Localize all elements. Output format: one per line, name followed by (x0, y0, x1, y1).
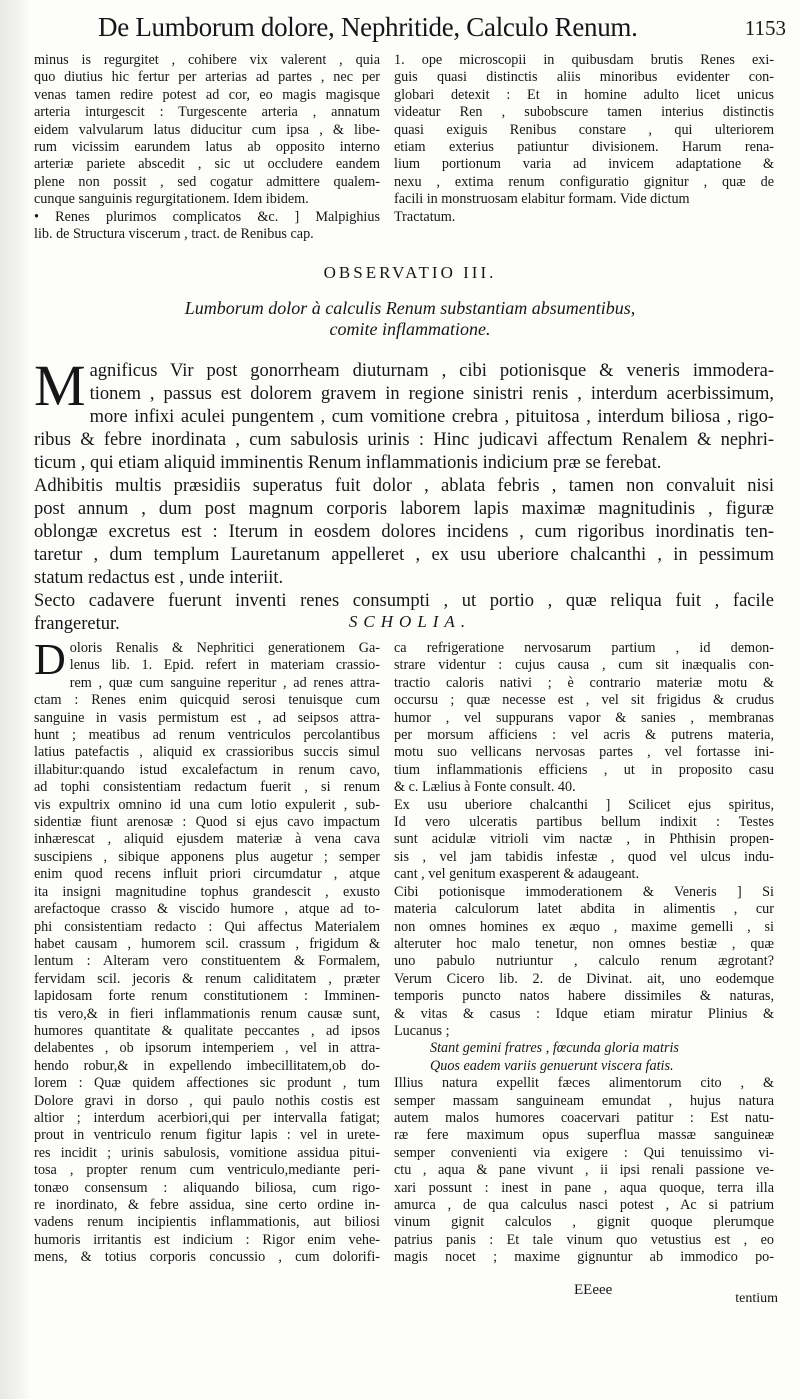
text-line: quo diutius hic fertur per arterias ad partes , nec per (34, 69, 380, 86)
text-line: rem , quæ cum sanguine reperitur , ad renes attra- (69, 674, 380, 691)
text-line: phi consistentiam redacto : Qui affectus Materialem (34, 918, 380, 935)
text-line: humor , vel suppurans vapor & sanies , membranas (394, 709, 774, 726)
text-line: tis vero,& in fieri inflammationis renum causæ sunt, (34, 1005, 380, 1022)
text-line: statum redactus est , unde interiit. (34, 568, 284, 588)
text-line: oblongæ excretus est : Iterum in eosdem dolores incidens , cum rigoribus inordinatis ten- (34, 522, 774, 542)
text-line: humores quantitate & qualitate peccantes , ad ipsos (34, 1022, 380, 1039)
scholia-drop-cap: D (34, 635, 66, 684)
text-line: • Renes plurimos complicatos &c. ] Malpighius (34, 208, 380, 225)
text-line: venas tamen redire potest ad cor, eo magis magisque (34, 86, 380, 103)
text-line: more infixi aculei pungentem , cum vomitione crebra , pituitosa , interdum biliosa , rigo- (89, 407, 774, 427)
text-line: ribus & febre inordinata , cum sabulosis urinis : Hinc judicavi affectum Renalem & nephri- (34, 430, 774, 450)
text-line: ca refrigeratione nervosarum partium , id demon- (394, 640, 774, 656)
text-line: delabentes , ob ipsorum intemperiem , vel in attra- (34, 1040, 380, 1057)
text-line: Tractatum. (394, 208, 456, 225)
text-line: lapidosam forte renum constitutionem : Imminen- (34, 988, 380, 1005)
text-line: hendo robur,& in expellendo imbecillitatem,ob do- (34, 1057, 380, 1074)
text-line: suscipiens , sibique apponens plus augetur ; semper (34, 848, 380, 865)
scholia-heading: SCHOLIA. (348, 612, 472, 631)
text-line: videatur Ren , subobscure tamen interius distinctis (394, 104, 774, 121)
text-line: prout in ventriculo renum figitur lapis : vel in urete- (34, 1127, 380, 1144)
text-line: tonæo consensum : aliquando biliosa, cum rigo- (34, 1179, 380, 1196)
text-line: re inordinato, & febre assidua, sine certo ordine in- (34, 1197, 380, 1213)
text-line: ticum , qui etiam aliquid imminentis Renum inflammationis indicium præ se ferebat. (34, 453, 662, 473)
text-line: ræ fere maximum opus superflua massæ sanguineæ (394, 1127, 774, 1144)
text-line: Cibi potionisque immoderationem & Veneris ] Si (394, 883, 774, 900)
text-line: Adhibitis multis præsidiis superatus fuit dolor , ablata febris , tamen non convaluit nisi (34, 476, 774, 496)
text-line: etiam exterius patiuntur divisionem. Harum rena- (394, 139, 774, 156)
text-line: lentum : Alteram vero constituentem & Formalem, (34, 953, 380, 970)
text-line: hunt ; meatibus ad renum ventriculos percolantibus (34, 727, 380, 744)
text-line: habet causam , humorem scil. crassum , frigidum & (34, 935, 380, 952)
text-line: sanguine in vasis permistum est , ad seipsos attra- (34, 709, 380, 726)
text-line: uno pabulo nutriuntur , calculo renum ægrotant? (394, 953, 774, 970)
observation-heading: OBSERVATIO III. (323, 263, 497, 282)
text-line: altior ; interdum acerbiori,qui per intervalla fatigat; (34, 1109, 380, 1126)
text-line: ctam : Renes enim quicquid serosi tenuisque cum (34, 692, 380, 709)
text-line: arteria inturgescit : Turgescente arteria , annatum (34, 104, 380, 121)
text-line: Secto cadavere fuerunt inventi renes consumpti , ut portio , quæ reliqua fuit , facile (34, 591, 774, 611)
top-left-column (34, 52, 380, 243)
poem-line: Stant gemini fratres , fœcunda gloria matris (430, 1040, 679, 1057)
text-line: lium portionum varia ad invicem adaptatione & (394, 156, 774, 173)
text-line: tium inflammationis efficiens , ut in proposito casu (394, 761, 774, 778)
text-line: agnificus Vir post gonorrheam diuturnam , cibi potionisque & veneris immodera- (89, 361, 774, 381)
text-line: per morsum afficiens : vel acris & putrens materia, (394, 727, 774, 744)
text-line: motu suo vellicans nervosas partes , vel fortasse ini- (394, 744, 774, 761)
text-line: Lucanus ; (394, 1022, 450, 1039)
book-page (34, 0, 786, 1399)
observation-subtitle-line: comite inflammatione. (329, 319, 491, 339)
text-line: tractio caloris nativi ; è contrario materiæ motu & (394, 674, 774, 691)
page-title: De Lumborum dolore, Nephritide, Calculo Renum. (98, 12, 638, 42)
text-line: sunt acidulæ vitrioli vim nactæ , in Phthisin propen- (394, 831, 774, 848)
text-line: latius patefactis , aliquid ex crassioribus succis simul (34, 744, 380, 761)
text-line: autem malos humores coacervari patitur : Est natu- (394, 1109, 774, 1126)
text-line: vadens renum incipientis inflammationis, aut biliosi (34, 1214, 380, 1231)
text-line: ita insigni magnitudine tophus grandescit , exusto (34, 883, 380, 900)
text-line: globari detexit : Et in homine adulto licet unicus (394, 86, 774, 103)
text-line: sidentiæ fiunt arenosæ : Quod si ejus cavo impactum (34, 814, 380, 831)
text-line: ad tophi consistentiam redactum fuerit , si renum (34, 779, 380, 796)
text-line: semper massam sanguineam emundat , hujus natura (394, 1092, 774, 1109)
text-line: temporis puncto natos habere dissimiles & naturas, (394, 988, 774, 1005)
text-line: cunque sanguinis regurgitationem. Idem ibidem. (34, 191, 309, 208)
text-line: semper convenienti via exigere : Qui tenuissimo vi- (394, 1144, 774, 1161)
drop-cap: M (34, 353, 86, 418)
text-line: minus is regurgitet , cohibere vix valerent , quia (34, 52, 380, 68)
text-line: & c. Lælius à Fonte consult. 40. (394, 779, 576, 796)
text-line: patrius panis : Et tale vinum quo vetustius est , eo (394, 1231, 774, 1248)
text-line: Ex usu uberiore chalcanthi ] Scilicet ejus spiritus, (394, 796, 774, 813)
text-line: materia calculorum latet abdita in alimentis , cur (394, 901, 774, 918)
catchword: tentium (735, 1291, 778, 1306)
text-line: facili in monstruosam elabitur formam. Vide dictum (394, 191, 690, 208)
text-line: magis nocet ; maxime gignuntur ab immodico po- (394, 1249, 774, 1266)
text-line: Id vero ulceratis partibus bellum indixit : Testes (394, 814, 774, 831)
text-line: alteruter hoc malo tenetur, non omnes bestiæ , quæ (394, 935, 774, 952)
signature-mark: EEeee (574, 1282, 613, 1298)
text-line: taretur , dum templum Lauretanum appelleret , ex usu uberiore chalcanthi , in pessimum (34, 545, 774, 565)
text-line: res incidit ; urinis sabulosis, vomitione assidua pitui- (34, 1144, 380, 1161)
text-line: fervidam scil. jecoris & renum caliditatem , præter (34, 970, 380, 987)
text-line: tionem , passus est dolorem gravem in regione sinistri renis , interdum acerbissimum, (89, 384, 774, 404)
text-line: 1. ope microscopii in quibusdam brutis Renes exi- (394, 52, 774, 68)
page-binding-shadow (0, 0, 30, 1399)
text-line: & vitas & casus : Idque etiam miratur Plinius & (394, 1005, 774, 1022)
text-line: guis quasi distinctis aliis minoribus evidenter con- (394, 69, 774, 86)
text-line: Illius natura expellit fæces alimentorum cito , & (394, 1075, 774, 1092)
text-line: mens, & totius corporis concussio , cum dolorifi- (34, 1249, 380, 1266)
page-number: 1153 (744, 16, 786, 40)
text-line: occursu ; quæ necesse est , vel sit frigidus & crudus (394, 692, 774, 709)
poem-line: Quos eadem variis genuerunt viscera fatis. (430, 1057, 674, 1074)
text-line: strare videntur : cujus causa , cum sit inæqualis con- (394, 657, 774, 674)
text-line: Dolore gravi in dorso , qui paulo nothis costis est (34, 1092, 380, 1109)
text-line: arteriæ pariete abscedit , sic ut occludere eandem (34, 156, 380, 173)
text-line: quasi exiguis Renibus constare , qui ulteriorem (394, 121, 774, 138)
text-line: humoris irritantis est indicium : Rigor enim vehe- (34, 1231, 380, 1248)
text-line: oloris Renalis & Nephritici generationem Ga- (69, 640, 380, 656)
scholia-left-column (34, 635, 380, 1267)
text-line: enim quod recens influit priori circumdatur , atque (34, 866, 380, 883)
text-line: post annum , dum post magnum corporis laborem lapis maximæ magnitudinis , figuræ (34, 499, 774, 519)
scholia-right-column (394, 640, 774, 1267)
text-line: amurca , de qua calculus nasci potest , Ac si patrium (394, 1197, 774, 1213)
text-line: xari possunt : inest in pane , aqua quoque, terra illa (394, 1179, 774, 1196)
top-right-column (394, 52, 774, 226)
observation-text (34, 353, 774, 636)
running-header (34, 12, 786, 46)
observation-subtitle (34, 298, 786, 340)
text-line: eidem valvularum latus diducitur cum ipsa , & libe- (34, 121, 380, 138)
text-line: cant , vel genitum exasperent & adaugeant. (394, 866, 640, 883)
text-line: rum vicissim earundem latus ab opposito interno (34, 139, 380, 156)
text-line: tosa , propter renum cum ventriculo,mediante peri- (34, 1162, 380, 1179)
observation-subtitle-line: Lumborum dolor à calculis Renum substantiam absumentibus, (184, 298, 636, 318)
text-line: vis expultrix omnino id una cum lotio expulerit , sub- (34, 796, 380, 813)
text-line: lorem : Quæ quidem affectiones sic produnt , tum (34, 1075, 380, 1092)
text-line: nexu , extima renum configuratio gignitur , quæ de (394, 173, 774, 190)
text-line: non omnes homines ex æquo , maxime gemelli , si (394, 918, 774, 935)
text-line: inhærescat , aliquid ejusdem materiæ à vena cava (34, 831, 380, 848)
text-line: lib. de Structura viscerum , tract. de Renibus cap. (34, 226, 314, 243)
text-line: Verum Cicero lib. 2. de Divinat. ait, uno eodemque (394, 970, 774, 987)
text-line: arefactoque crasso & viscido humore , atque ad to- (34, 901, 380, 918)
text-line: frangeretur. (34, 614, 120, 634)
text-line: ctu , aqua & pane vivunt , ii ipsi renali passione ve- (394, 1162, 774, 1179)
text-line: illabitur:quando istud excalefactum in renum cavo, (34, 761, 380, 778)
text-line: lenus lib. 1. Epid. refert in materiam crassio- (69, 657, 380, 674)
text-line: plene non possit , sed cogatur admittere qualem- (34, 173, 380, 190)
text-line: vinum gignit calculos , gignit quoque plerumque (394, 1214, 774, 1231)
text-line: sis , vel jam tabidis infestæ , quod vel ulcus indu- (394, 848, 774, 865)
